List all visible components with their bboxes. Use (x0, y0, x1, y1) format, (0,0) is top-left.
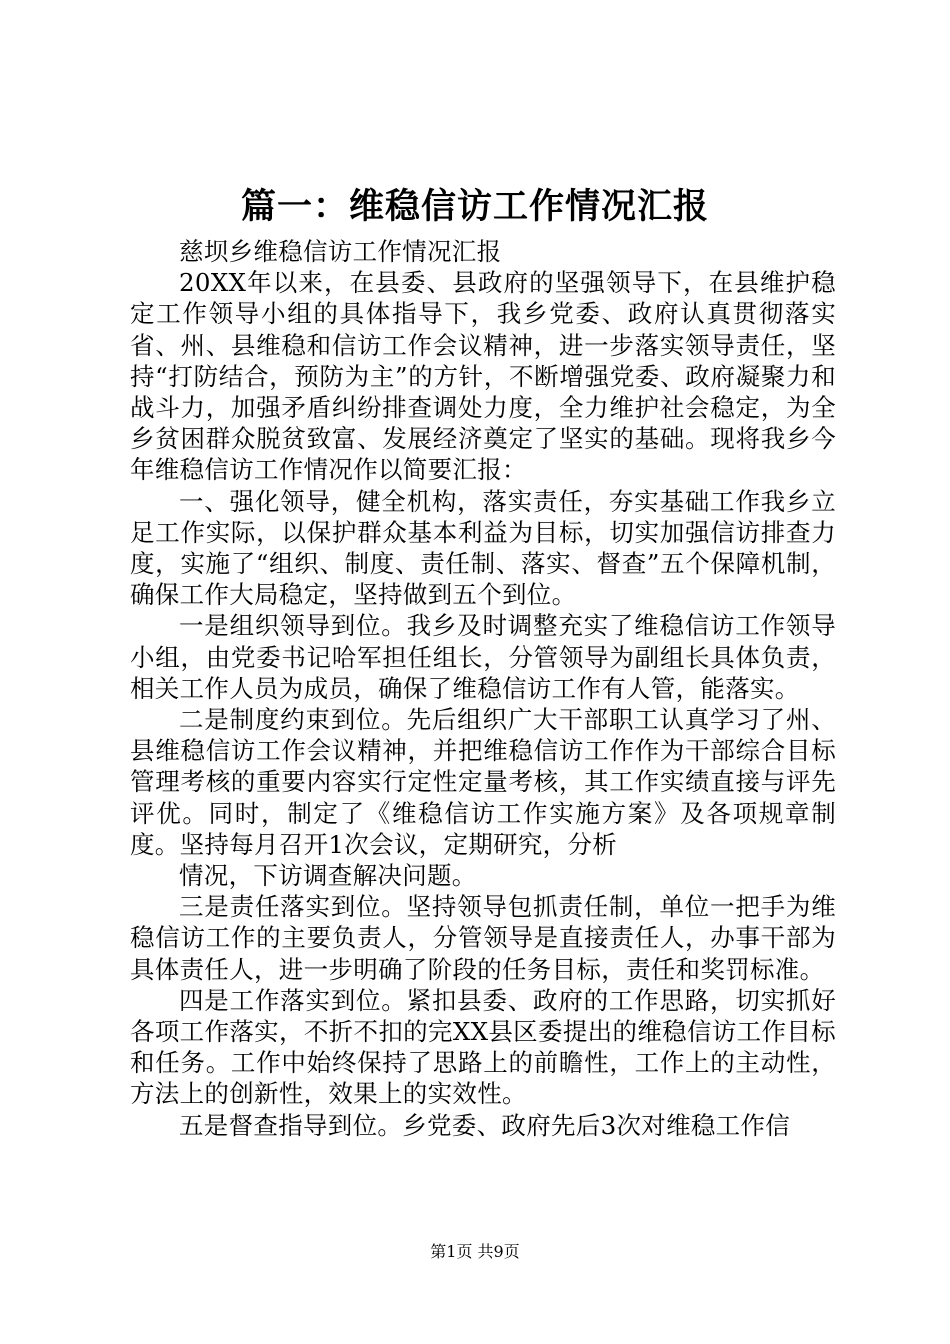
paragraph-section-one: 一、强化领导，健全机构，落实责任，夯实基础工作我乡立足工作实际，以保护群众基本利益为目标，切实加强信访排查力度，实施了“组织、制度、责任制、落实、督查”五个保障机制，确保工作大局稳定，坚持做到五个到位。 (130, 486, 836, 610)
paragraph-point-two-continued: 情况，下访调查解决问题。 (179, 861, 477, 891)
paragraph-point-two: 二是制度约束到位。先后组织广大干部职工认真学习了州、县维稳信访工作会议精神，并把维稳信访工作作为干部综合目标管理考核的重要内容实行定性定量考核，其工作实绩直接与评先评优。同时，制定了《维稳信访工作实施方案》及各项规章制度。坚持每月召开1次会议，定期研究，分析 (130, 705, 836, 859)
document-subtitle: 慈坝乡维稳信访工作情况汇报 (179, 237, 502, 266)
paragraph-point-one: 一是组织领导到位。我乡及时调整充实了维稳信访工作领导小组，由党委书记哈军担任组长，分管领导为副组长具体负责，相关工作人员为成员，确保了维稳信访工作有人管，能落实。 (130, 611, 836, 703)
paragraph-point-five: 五是督查指导到位。乡党委、政府先后3次对维稳工作信 (179, 1110, 791, 1140)
paragraph-intro: 20XX年以来，在县委、县政府的坚强领导下，在县维护稳定工作领导小组的具体指导下，我乡党委、政府认真贯彻落实省、州、县维稳和信访工作会议精神，进一步落实领导责任，坚持“打防结合，预防为主”的方针，不断增强党委、政府凝聚力和战斗力，加强矛盾纠纷排查调处力度，全力维护社会稳定，为全乡贫困群众脱贫致富、发展经济奠定了坚实的基础。现将我乡今年维稳信访工作情况作以简要汇报： (130, 268, 836, 485)
page-number-footer: 第1页 共9页 (430, 1242, 520, 1261)
paragraph-point-three: 三是责任落实到位。坚持领导包抓责任制，单位一把手为维稳信访工作的主要负责人，分管领导是直接责任人，办事干部为具体责任人，进一步明确了阶段的任务目标，责任和奖罚标准。 (130, 892, 836, 984)
document-title: 篇一：维稳信访工作情况汇报 (240, 186, 709, 227)
document-body (130, 236, 836, 1141)
paragraph-point-four: 四是工作落实到位。紧扣县委、政府的工作思路，切实抓好各项工作落实，不折不扣的完XX县区委提出的维稳信访工作目标和任务。工作中始终保持了思路上的前瞻性，工作上的主动性，方法上的创新性，效果上的实效性。 (130, 985, 836, 1109)
